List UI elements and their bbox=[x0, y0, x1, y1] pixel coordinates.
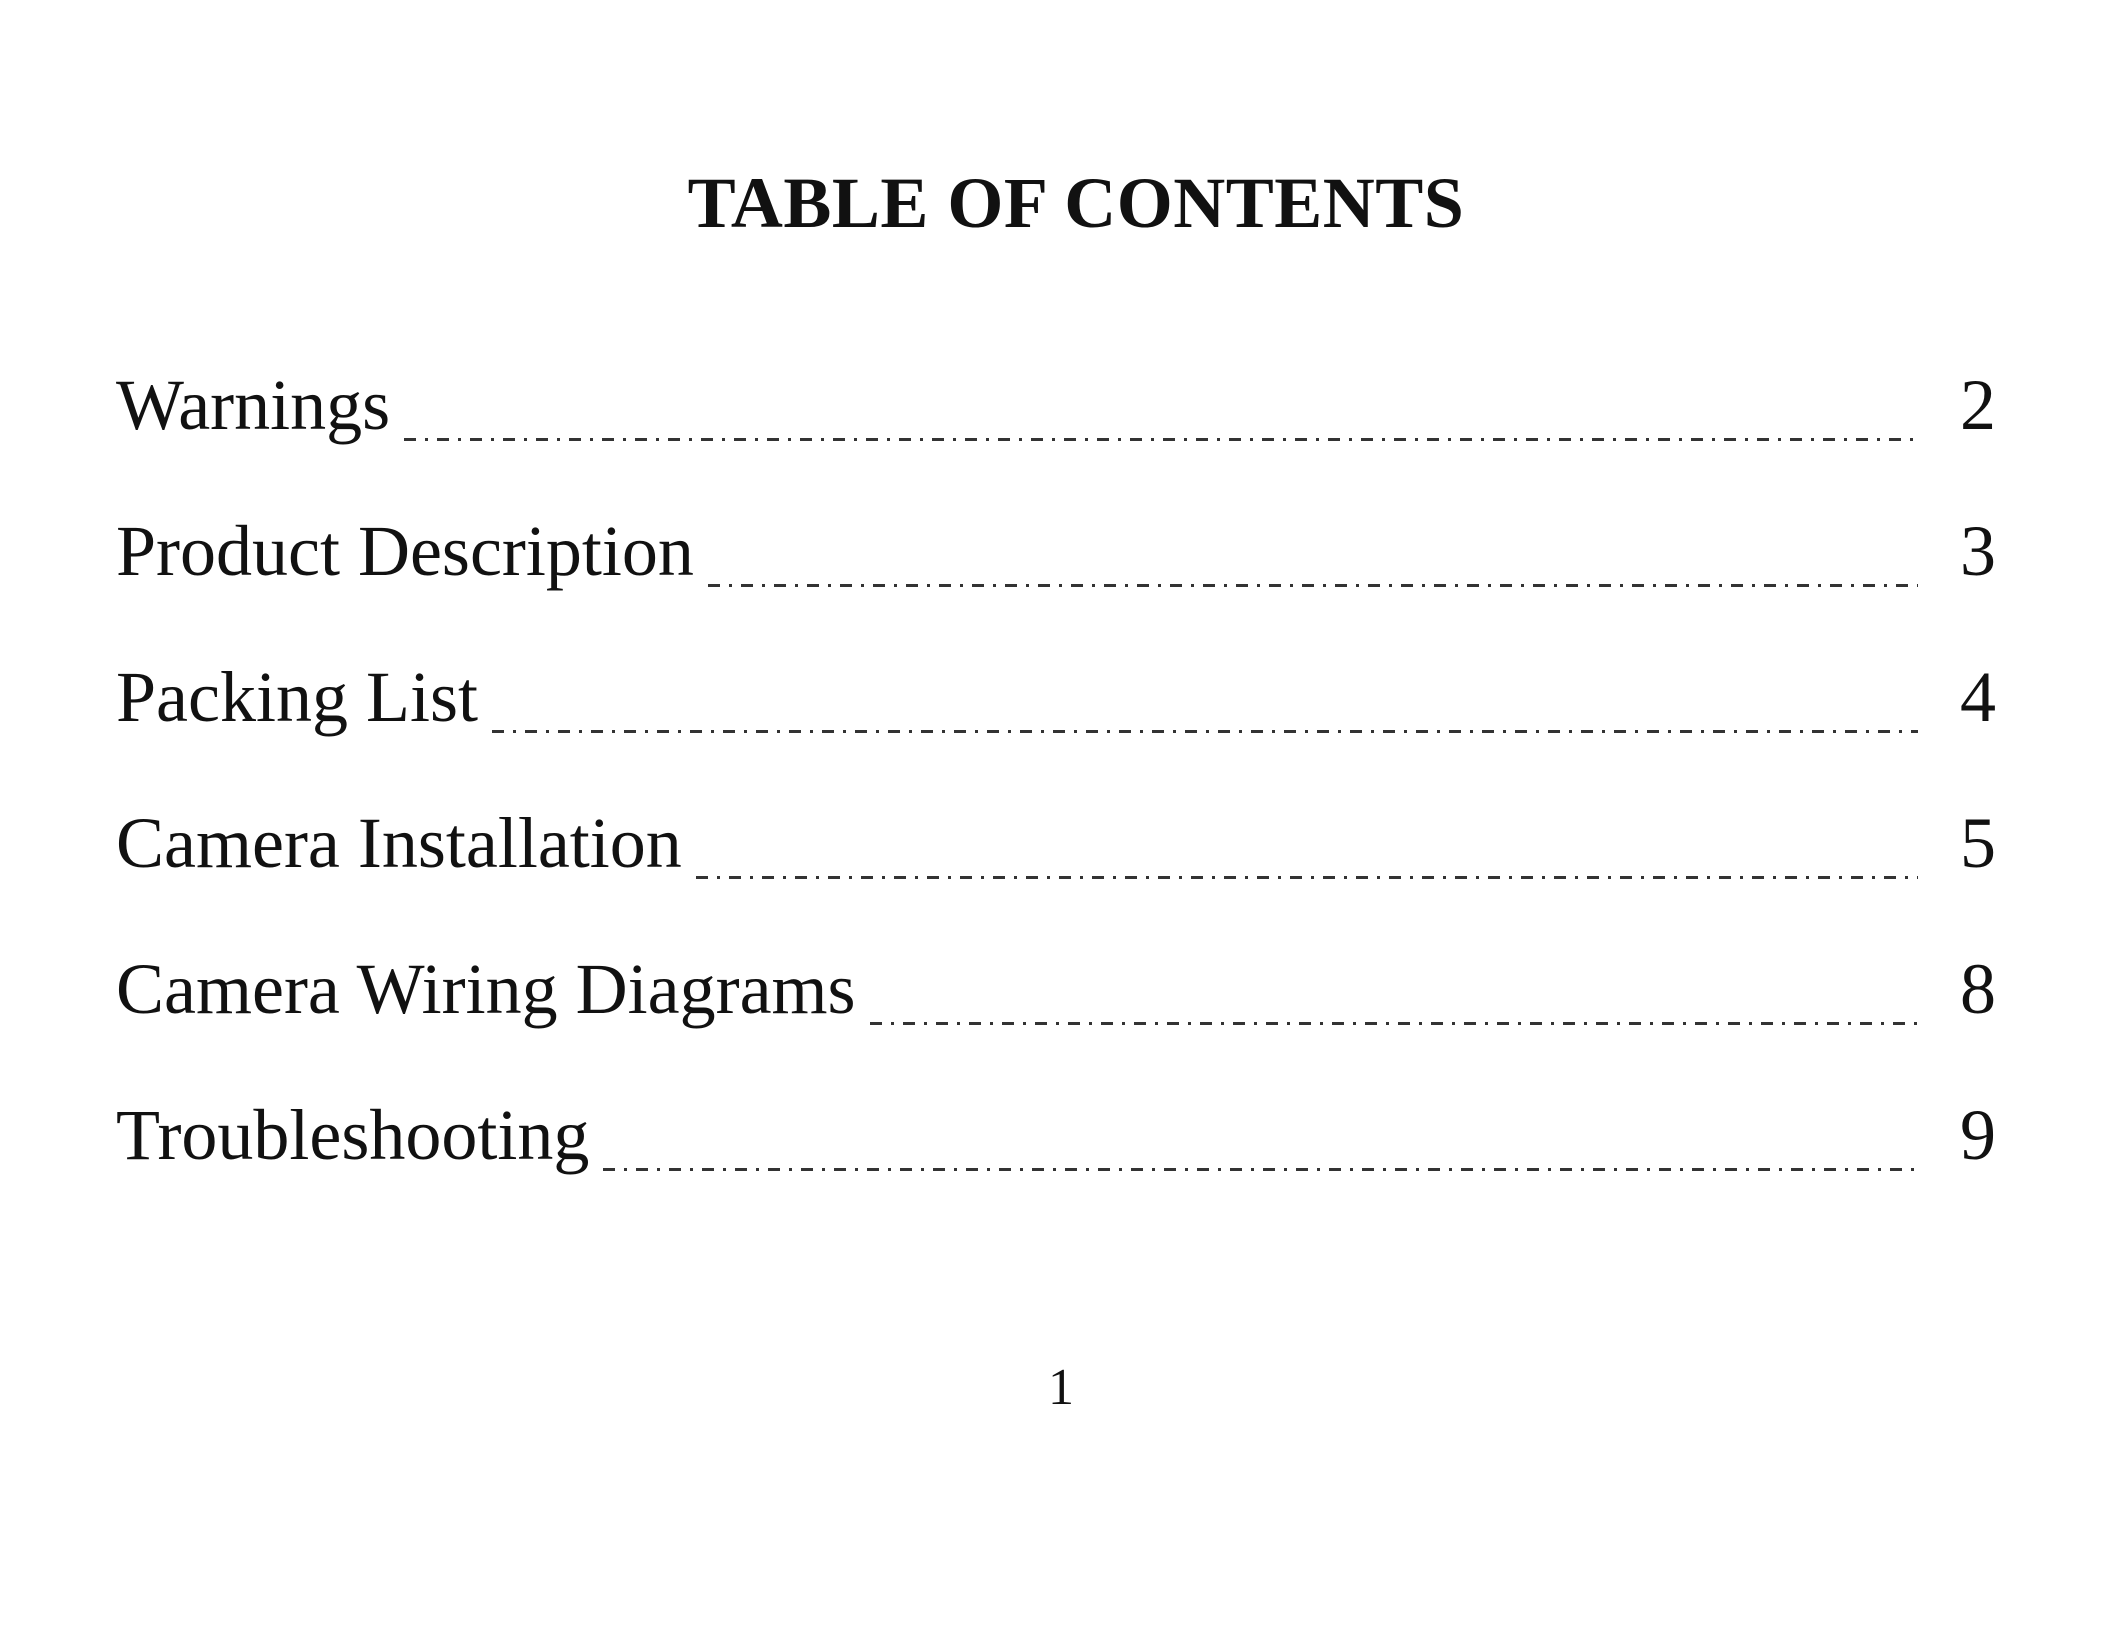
dot-leader bbox=[492, 730, 1918, 733]
toc-entry-page: 2 bbox=[1960, 365, 1996, 445]
toc-entry-camera-wiring-diagrams[interactable] bbox=[116, 944, 1996, 1090]
page-title: TABLE OF CONTENTS bbox=[687, 163, 1465, 243]
toc-entry-camera-installation[interactable] bbox=[116, 798, 1996, 944]
toc-entry-label: Warnings bbox=[116, 365, 391, 445]
dot-leader bbox=[603, 1168, 1918, 1171]
toc-entry-page: 3 bbox=[1960, 511, 1996, 591]
toc-entry-label: Camera Installation bbox=[116, 803, 682, 883]
toc-entry-page: 5 bbox=[1960, 803, 1996, 883]
dot-leader bbox=[870, 1022, 1918, 1025]
toc-entry-page: 4 bbox=[1960, 657, 1996, 737]
toc-entry-label: Troubleshooting bbox=[116, 1095, 590, 1175]
toc-entry-warnings[interactable] bbox=[116, 360, 1996, 506]
dot-leader bbox=[404, 438, 1918, 441]
dot-leader bbox=[708, 584, 1918, 587]
toc-entry-page: 8 bbox=[1960, 949, 1996, 1029]
toc-entry-troubleshooting[interactable] bbox=[116, 1090, 1996, 1236]
toc-entry-product-description[interactable] bbox=[116, 506, 1996, 652]
toc-entry-label: Packing List bbox=[116, 657, 478, 737]
toc-entry-packing-list[interactable] bbox=[116, 652, 1996, 798]
toc-entry-page: 9 bbox=[1960, 1095, 1996, 1175]
toc-entry-label: Product Description bbox=[116, 511, 694, 591]
toc-list bbox=[116, 360, 1996, 1236]
toc-entry-label: Camera Wiring Diagrams bbox=[116, 949, 856, 1029]
page-number: 1 bbox=[1048, 1359, 1074, 1416]
dot-leader bbox=[696, 876, 1918, 879]
